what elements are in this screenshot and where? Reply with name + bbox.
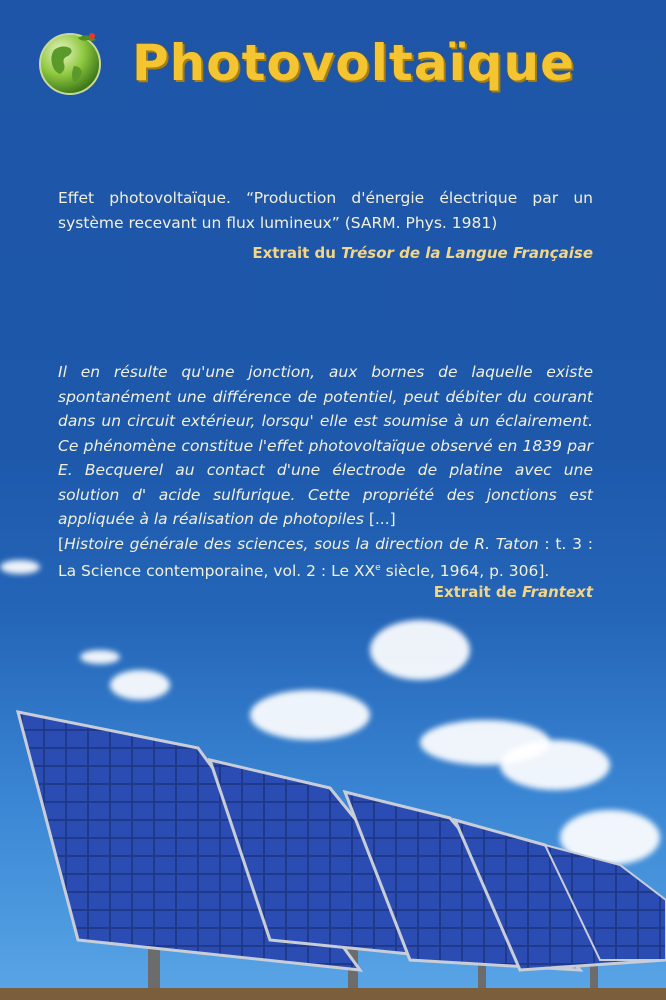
excerpt-ref-open: [ xyxy=(58,534,65,553)
page-title: Photovoltaïque xyxy=(132,34,576,92)
definition-text: Effet photovoltaïque. “Production d'énergie électrique par un système recevant un flux lumineux” (SARM. Phys. 1981) xyxy=(58,189,593,232)
excerpt-block xyxy=(58,360,593,584)
excerpt-ref-rest: : t. 3 : La Science contemporaine, vol. 2 : Le XX xyxy=(58,534,593,581)
excerpt-source-prefix: Extrait de xyxy=(433,583,517,601)
excerpt-ref-end: siècle, 1964, p. 306]. xyxy=(380,562,550,581)
cloud xyxy=(0,560,40,574)
excerpt-source-title: Frantext xyxy=(522,583,593,601)
globe-icon xyxy=(34,26,106,98)
excerpt-ref-title: Histoire générale des sciences, sous la direction de R. Taton xyxy=(64,534,539,553)
excerpt-quote: Il en résulte qu'une jonction, aux bornes de laquelle existe spontanément une différence de potentiel, peut débiter du courant dans un circuit extérieur, lorsqu' elle est soumise à un éclairement. Ce phénomène constitue l'effet photovoltaïque observé en 1839 par E. Becquerel au contact d'une électrode de platine avec une solution d' acide sulfurique. Cette propriété des jonctions est appliquée à la réalisation de photopiles xyxy=(58,363,593,528)
definition-source-prefix: Extrait du xyxy=(252,244,336,262)
definition-source-title: Trésor de la Langue Française xyxy=(341,244,593,262)
solar-panels-image xyxy=(0,640,666,1000)
excerpt-source xyxy=(434,583,593,601)
excerpt-ellipsis: [...] xyxy=(368,510,396,528)
excerpt-ref-sup: e xyxy=(375,563,381,573)
definition-source xyxy=(252,244,593,262)
